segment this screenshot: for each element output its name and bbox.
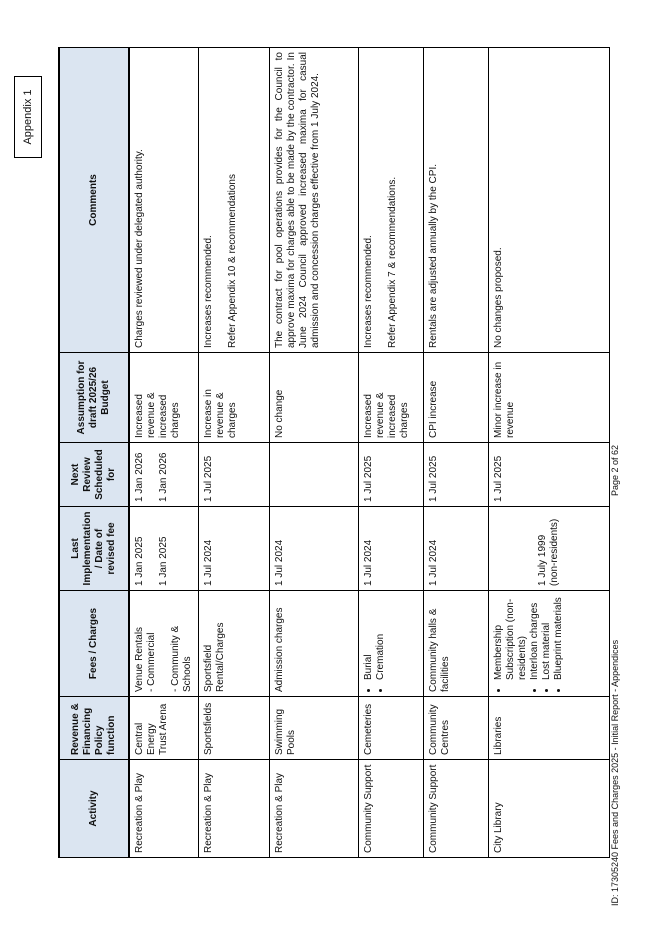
- header-comments: Comments: [59, 48, 129, 353]
- fees-charges-table: [58, 47, 610, 858]
- cell-rfp: Libraries: [489, 697, 610, 760]
- cell-next: 1 Jul 2025: [199, 443, 270, 507]
- cell-activity: Community Support: [359, 760, 424, 858]
- comment-line: Increases recommended.: [203, 235, 214, 348]
- cell-rfp: Cemeteries: [359, 697, 424, 760]
- cell-last: 1 Jul 2024: [359, 507, 424, 591]
- cell-assumption: Minor increase in revenue: [489, 353, 610, 443]
- footer-id: ID: 17305240 Fees and Charges 2025 - Initial Report - Appendices: [610, 639, 620, 906]
- date-line: 1 Jan 2025: [158, 536, 169, 586]
- table-row: [424, 48, 489, 858]
- cell-rfp: Swimming Pools: [270, 697, 359, 760]
- cell-comments: No changes proposed.: [489, 48, 610, 353]
- cell-activity: Recreation & Play: [199, 760, 270, 858]
- table-header-row: [59, 48, 129, 858]
- cell-comments: [199, 48, 270, 353]
- cell-assumption: Increased revenue & increased charges: [129, 353, 199, 443]
- list-item: • Burial: [363, 595, 375, 680]
- cell-fees: [489, 591, 610, 697]
- table-row: [199, 48, 270, 858]
- fees-list: [363, 595, 387, 692]
- cell-comments: [359, 48, 424, 353]
- header-last: Last Implementation / Date of revised fee: [59, 507, 129, 591]
- cell-rfp: Sportsfields: [199, 697, 270, 760]
- cell-comments: Charges reviewed under delegated authority.: [129, 48, 199, 353]
- cell-last: 1 Jul 2024: [199, 507, 270, 591]
- cell-comments: The contract for pool operations provides for the Council to approve maxima for charges able to be made by the contractor. In June 2024 Council approved increased maxima for casual admission and concession charges effective from 1 July 2024.: [270, 48, 359, 353]
- cell-activity: Recreation & Play: [270, 760, 359, 858]
- cell-rfp: Community Centres: [424, 697, 489, 760]
- header-rfp: Revenue & Financing Policy function: [59, 697, 129, 760]
- table-row: [489, 48, 610, 858]
- cell-last: 1 Jul 2024: [424, 507, 489, 591]
- date-line: 1 Jan 2026: [134, 452, 145, 502]
- list-item: • Blueprint materials: [553, 595, 565, 680]
- cell-next: 1 Jul 2025: [359, 443, 424, 507]
- fee-line: - Commercial: [146, 632, 157, 692]
- cell-fees: [359, 591, 424, 697]
- header-next: Next Review Scheduled for: [59, 443, 129, 507]
- fee-line: Venue Rentals: [134, 626, 145, 692]
- cell-last: [129, 507, 199, 591]
- cell-fees: Sportsfield Rental/Charges: [199, 591, 270, 697]
- cell-assumption: CPI increase: [424, 353, 489, 443]
- cell-last: 1 July 1999 (non-residents): [489, 507, 610, 591]
- page-number: Page 2 of 62: [610, 444, 620, 496]
- header-fees: Fees / Charges: [59, 591, 129, 697]
- cell-assumption: Increase in revenue & charges: [199, 353, 270, 443]
- fees-list: [493, 595, 565, 692]
- table-row: [359, 48, 424, 858]
- cell-activity: City Library: [489, 760, 610, 858]
- cell-next: [129, 443, 199, 507]
- fee-line: - Community & Schools: [170, 625, 193, 692]
- cell-next: [270, 443, 359, 507]
- list-item: • Cremation: [375, 595, 387, 680]
- appendix-label: Appendix 1: [14, 76, 42, 158]
- cell-comments: Rentals are adjusted annually by the CPI.: [424, 48, 489, 353]
- cell-rfp: Central Energy Trust Arena: [129, 697, 199, 760]
- cell-next: 1 Jul 2025: [489, 443, 610, 507]
- comment-line: Refer Appendix 10 & recommendations: [227, 174, 238, 348]
- cell-fees: [129, 591, 199, 697]
- header-assumption: Assumption for draft 2025/26 Budget: [59, 353, 129, 443]
- cell-activity: Community Support: [424, 760, 489, 858]
- cell-last: 1 Jul 2024: [270, 507, 359, 591]
- list-item: • Interloan charges: [529, 595, 541, 680]
- comment-line: Refer Appendix 7 & recommendations.: [387, 176, 398, 348]
- list-item: • Lost material: [541, 595, 553, 680]
- cell-assumption: Increased revenue & increased charges: [359, 353, 424, 443]
- date-line: 1 Jan 2025: [134, 536, 145, 586]
- cell-assumption: No change: [270, 353, 359, 443]
- cell-activity: Recreation & Play: [129, 760, 199, 858]
- header-activity: Activity: [59, 760, 129, 858]
- cell-fees: Community halls & facilities: [424, 591, 489, 697]
- comment-line: Increases recommended.: [363, 235, 374, 348]
- table-row: [270, 48, 359, 858]
- cell-next: 1 Jul 2025: [424, 443, 489, 507]
- list-item: • Membership Subscription (non-residents): [493, 595, 529, 680]
- cell-fees: Admission charges: [270, 591, 359, 697]
- table-row: [129, 48, 199, 858]
- date-line: 1 Jan 2026: [158, 452, 169, 502]
